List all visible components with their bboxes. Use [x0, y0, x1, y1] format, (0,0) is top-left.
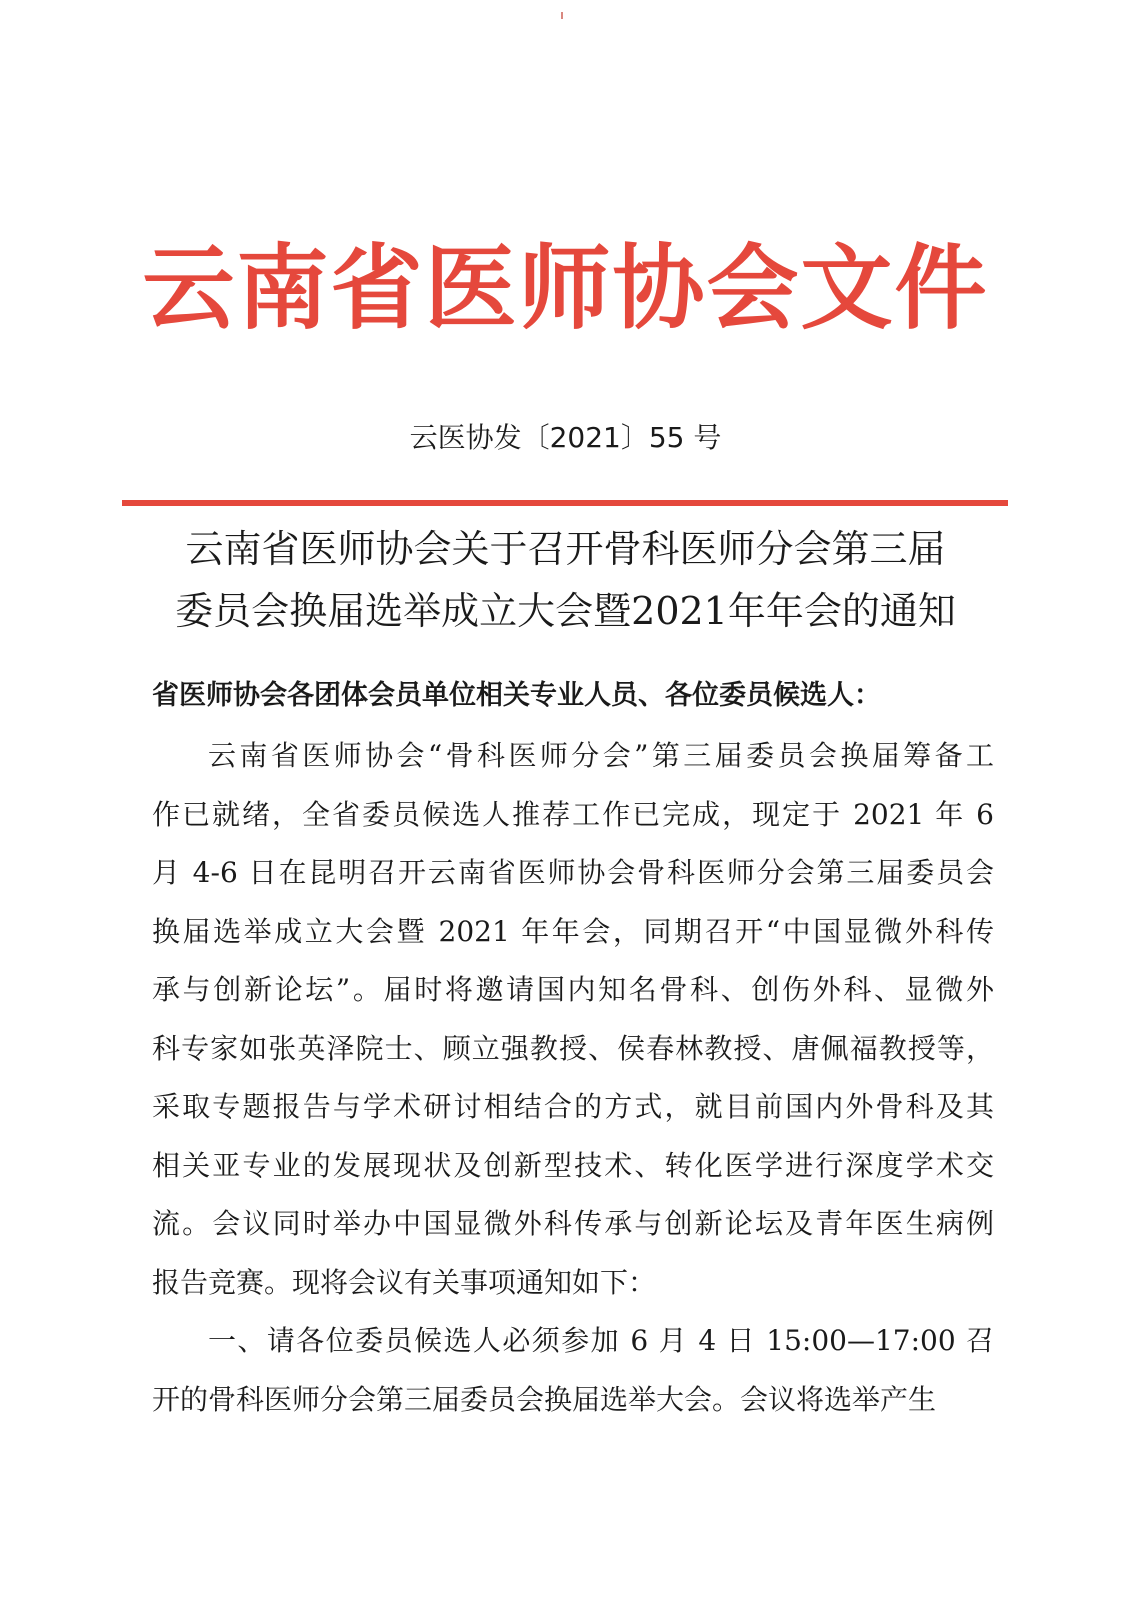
notice-title-line-1: 云南省医师协会关于召开骨科医师分会第三届	[185, 527, 946, 571]
masthead-title: 云南省医师协会文件	[142, 234, 989, 342]
notice-title	[100, 518, 1031, 642]
notice-title-line-2: 委员会换届选举成立大会暨2021年年会的通知	[175, 589, 956, 633]
body-line: 报告竞赛。现将会议有关事项通知如下：	[152, 1265, 657, 1299]
body-line: 月 4-6 日在昆明召开云南省医师协会骨科医师分会第三届委员会	[152, 856, 994, 889]
body-line: 换届选举成立大会暨 2021 年年会，同期召开“中国显微外科传	[152, 914, 994, 948]
scan-mark	[561, 12, 563, 19]
body-line: 作已就绪，全省委员候选人推荐工作已完成，现定于 2021 年 6	[152, 797, 994, 831]
body-text	[152, 727, 994, 1429]
body-line: 科专家如张英泽院士、顾立强教授、侯春林教授、唐佩福教授等，	[152, 1031, 994, 1065]
body-line: 承与创新论坛”。届时将邀请国内知名骨科、创伤外科、显微外	[152, 973, 994, 1006]
body-line: 云南省医师协会“骨科医师分会”第三届委员会换届筹备工	[208, 739, 994, 772]
salutation: 省医师协会各团体会员单位相关专业人员、各位委员候选人：	[152, 680, 881, 711]
body-line: 流。会议同时举办中国显微外科传承与创新论坛及青年医生病例	[152, 1207, 994, 1240]
body-line: 相关亚专业的发展现状及创新型技术、转化医学进行深度学术交	[152, 1148, 994, 1182]
body-line: 开的骨科医师分会第三届委员会换届选举大会。会议将选举产生	[152, 1382, 937, 1416]
body-line: 采取专题报告与学术研讨相结合的方式，就目前国内外骨科及其	[152, 1090, 994, 1123]
document-number: 云医协发〔2021〕55 号	[409, 421, 722, 454]
red-divider-rule	[122, 500, 1008, 506]
body-line: 一、请各位委员候选人必须参加 6 月 4 日 15:00—17:00 召	[208, 1324, 994, 1357]
